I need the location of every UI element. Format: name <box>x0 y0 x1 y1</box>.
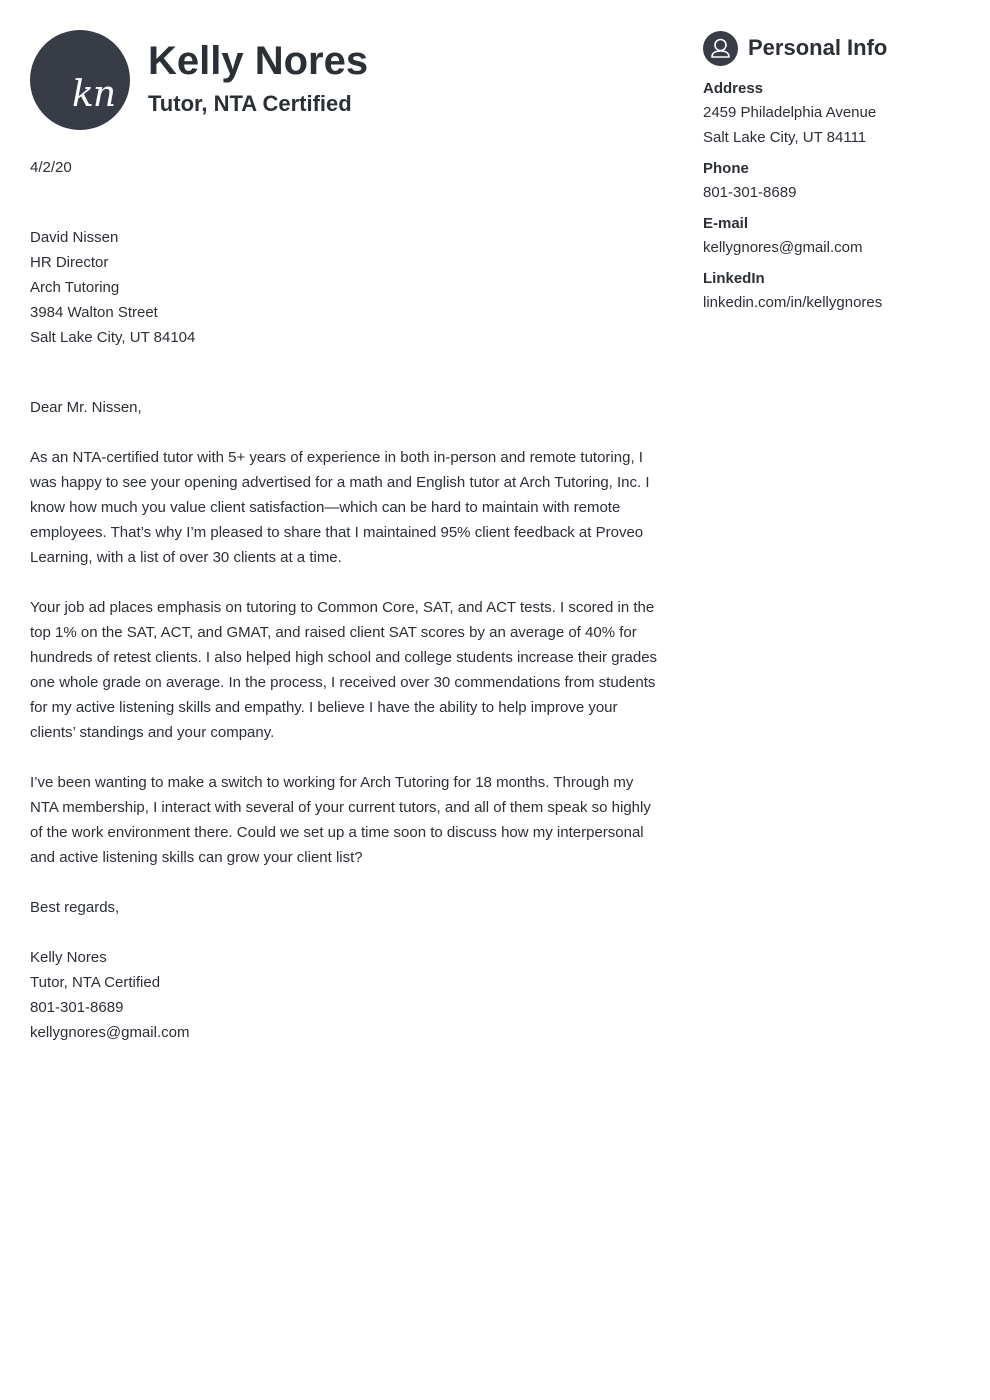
recipient-street: 3984 Walton Street <box>30 304 158 321</box>
letter-date: 4/2/20 <box>30 159 72 176</box>
linkedin-value[interactable]: linkedin.com/in/kellygnores <box>703 294 883 311</box>
address-line-1: 2459 Philadelphia Avenue <box>703 104 877 121</box>
email-value[interactable]: kellygnores@gmail.com <box>703 239 863 256</box>
personal-info-sidebar <box>703 30 963 315</box>
person-icon <box>703 31 738 66</box>
applicant-name: Kelly Nores <box>148 39 369 83</box>
address-line-2: Salt Lake City, UT 84111 <box>703 129 867 146</box>
phone-label: Phone <box>703 160 749 177</box>
letter-body <box>30 155 660 1045</box>
personal-info-header <box>703 30 963 66</box>
recipient-name: David Nissen <box>30 229 119 246</box>
closing: Best regards, <box>30 899 120 916</box>
contact-details <box>703 78 963 315</box>
recipient-company: Arch Tutoring <box>30 279 120 296</box>
linkedin-label: LinkedIn <box>703 270 765 287</box>
signature-phone: 801-301-8689 <box>30 999 124 1016</box>
address-label: Address <box>703 80 764 97</box>
applicant-title: Tutor, NTA Certified <box>148 91 352 116</box>
personal-info-title: Personal Info <box>748 35 888 60</box>
signature-block <box>30 945 660 1045</box>
signature-email: kellygnores@gmail.com <box>30 1024 190 1041</box>
signature-title: Tutor, NTA Certified <box>30 974 161 991</box>
monogram-avatar <box>30 30 130 130</box>
recipient-role: HR Director <box>30 254 109 271</box>
monogram-initials: kn <box>72 74 115 115</box>
recipient-city: Salt Lake City, UT 84104 <box>30 329 196 346</box>
salutation: Dear Mr. Nissen, <box>30 399 142 416</box>
paragraph-intro: As an NTA-certified tutor with 5+ years of experience in both in-person and remote tutoring, I was happy to see your opening advertised for a math and English tutor at Arch Tutoring, Inc. I know how much you value client satisfaction—which can be hard to maintain with remote employees. That’s why I’m pleased to share that I maintained 95% client feedback at Proveo Learning, with a list of over 30 clients at a time. <box>30 449 650 566</box>
phone-value: 801-301-8689 <box>703 184 797 201</box>
paragraph-qualifications: Your job ad places emphasis on tutoring to Common Core, SAT, and ACT tests. I scored in the top 1% on the SAT, ACT, and GMAT, and raised client SAT scores by an average of 40% for hundreds of retest clients. I also helped high school and college students increase their grades one whole grade on average. In the process, I received over 30 commendations from students for my active listening skills and empathy. I believe I have the ability to help improve your clients’ standings and your company. <box>30 599 658 741</box>
paragraph-closing: I’ve been wanting to make a switch to working for Arch Tutoring for 18 months. Through my NTA membership, I interact with several of your current tutors, and all of them speak so highly of the work environment there. Could we set up a time soon to discuss how my interpersonal and active listening skills can grow your client list? <box>30 774 651 866</box>
signature-name: Kelly Nores <box>30 949 107 966</box>
recipient-block <box>30 225 660 350</box>
email-label: E-mail <box>703 215 749 232</box>
